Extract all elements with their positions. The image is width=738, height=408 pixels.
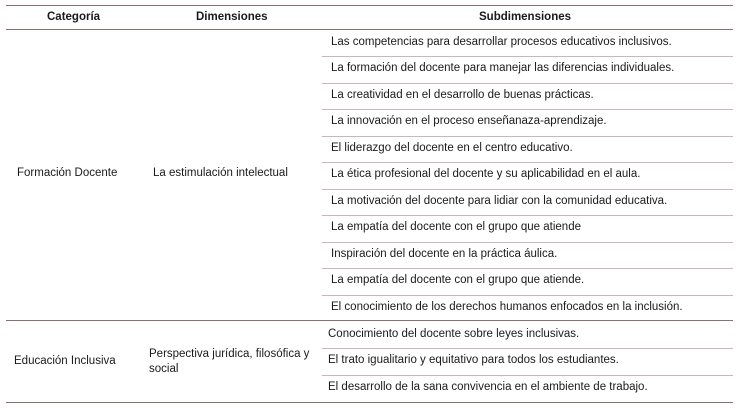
row-separator: [322, 189, 733, 190]
row-separator: [322, 215, 733, 216]
table-bottom-rule: [6, 402, 733, 403]
subdimension-cell: La formación del docente para manejar las diferencias individuales.: [331, 62, 675, 74]
subdimension-cell: El trato igualitario y equitativo para todos los estudiantes.: [328, 354, 619, 366]
subdimension-cell: La empatía del docente con el grupo que atiende.: [331, 274, 585, 286]
subdimension-cell: La innovación en el proceso enseñanaza-aprendizaje.: [331, 115, 607, 127]
row-separator: [322, 268, 733, 269]
subdimension-cell: Las competencias para desarrollar procesos educativos inclusivos.: [331, 36, 672, 48]
subdimension-cell: El liderazgo del docente en el centro educativo.: [331, 142, 573, 154]
row-separator: [322, 56, 733, 57]
header-bottom-rule: [6, 29, 733, 30]
subdimension-cell: Inspiración del docente en la práctica áulica.: [331, 248, 558, 260]
header-category: Categoría: [47, 11, 101, 23]
subdimension-cell: El desarrollo de la sana convivencia en el ambiente de trabajo.: [328, 381, 648, 393]
subdimension-cell: El conocimiento de los derechos humanos enfocados en la inclusión.: [331, 301, 683, 313]
row-separator: [322, 83, 733, 84]
header-subdimensions: Subdimensiones: [479, 11, 572, 23]
row-separator: [322, 295, 733, 296]
header-dimensions: Dimensiones: [196, 11, 268, 23]
row-separator: [322, 348, 733, 349]
dimension-cell: Perspectiva jurídica, filosófica y social: [149, 348, 310, 375]
row-separator: [322, 162, 733, 163]
row-separator: [322, 136, 733, 137]
subdimension-cell: La ética profesional del docente y su aplicabilidad en el aula.: [331, 168, 641, 180]
subdimension-cell: Conocimiento del docente sobre leyes inclusivas.: [328, 328, 580, 340]
category-cell: Educación Inclusiva: [14, 355, 116, 367]
row-separator: [322, 109, 733, 110]
subdimension-cell: La empatía del docente con el grupo que atiende: [331, 221, 581, 233]
subdimension-cell: La creatividad en el desarrollo de buenas prácticas.: [331, 89, 594, 101]
table-top-rule: [6, 5, 733, 6]
row-separator: [322, 242, 733, 243]
dimension-cell: La estimulación intelectual: [153, 167, 288, 179]
row-separator: [322, 375, 733, 376]
subdimension-cell: La motivación del docente para lidiar con la comunidad educativa.: [331, 195, 668, 207]
category-cell: Formación Docente: [17, 167, 118, 179]
group-divider-rule: [6, 320, 733, 321]
